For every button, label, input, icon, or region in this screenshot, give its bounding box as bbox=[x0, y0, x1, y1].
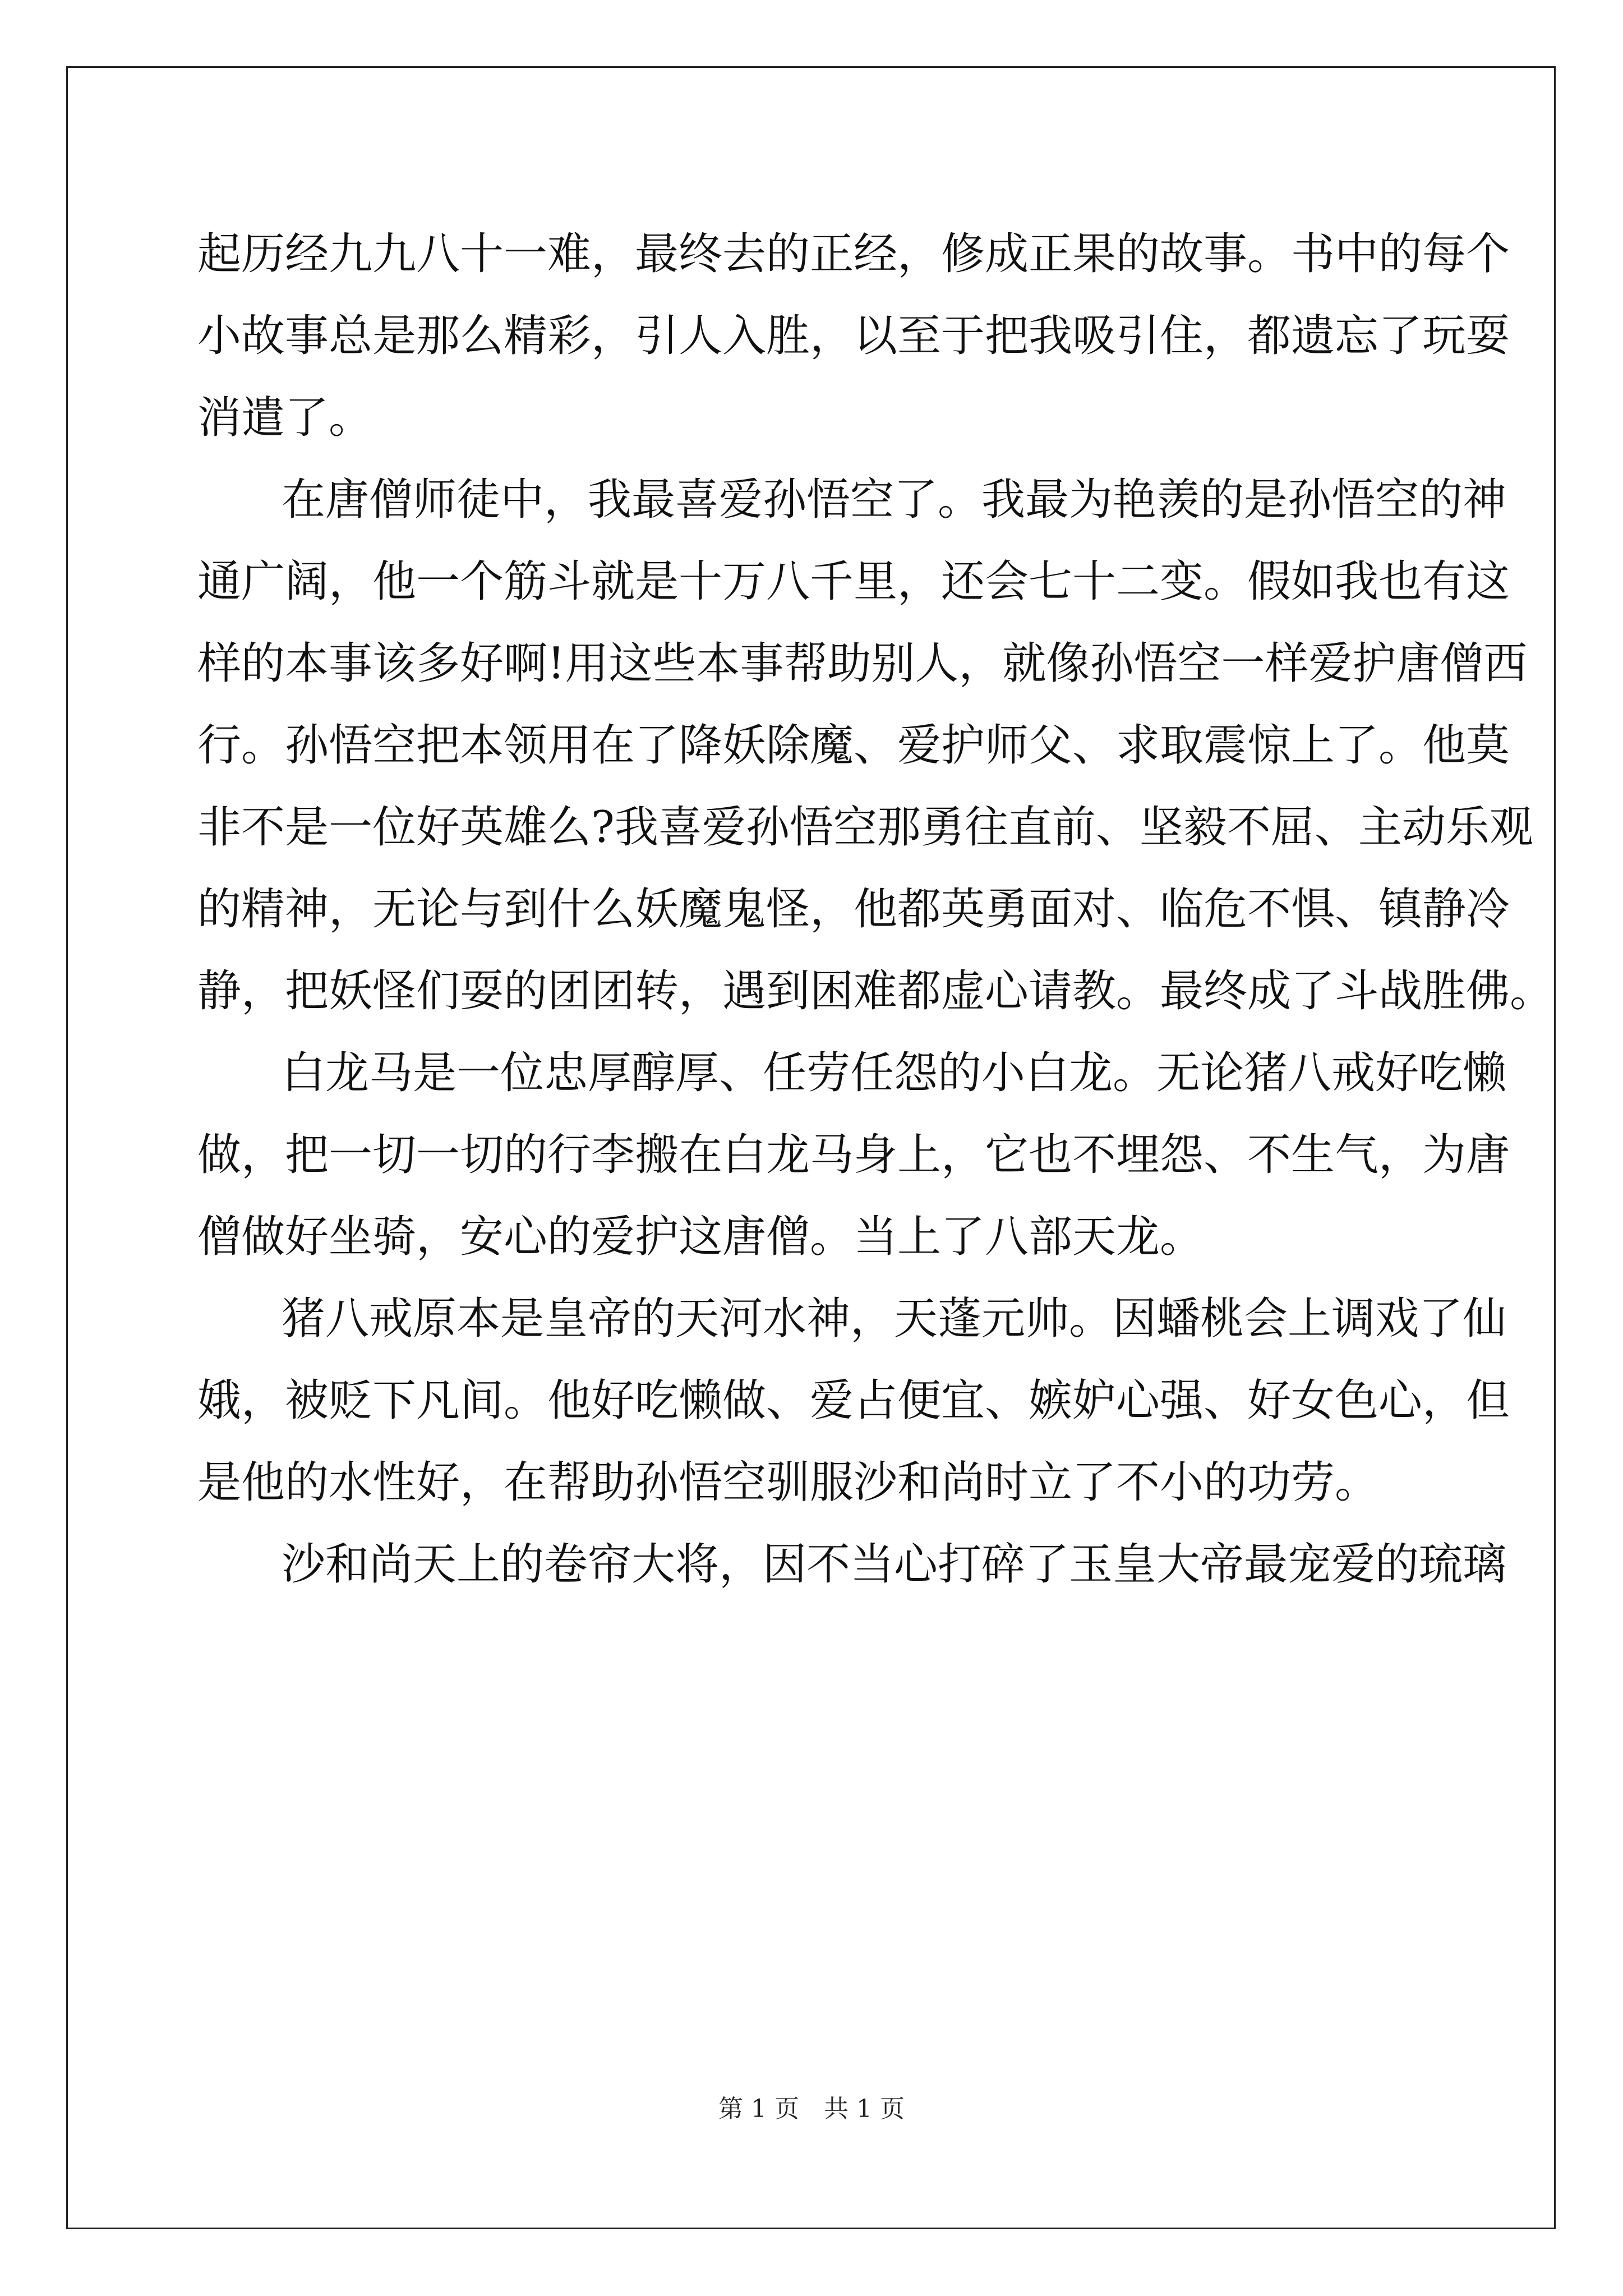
page-footer: 第 1 页 共 1 页 bbox=[718, 2095, 905, 2123]
paragraph-start-line: 沙和尚天上的卷帘大将，因不当心打碎了玉皇大帝最宠爱的琉璃 bbox=[282, 1539, 1507, 1590]
text-line: 是他的水性好，在帮助孙悟空驯服沙和尚时立了不小的功劳。 bbox=[197, 1457, 1379, 1508]
document-body bbox=[197, 213, 1554, 1605]
text-line: 做，把一切一切的行李搬在白龙马身上，它也不埋怨、不生气，为唐 bbox=[197, 1130, 1510, 1180]
text-line: 起历经九九八十一难，最终去的正经，修成正果的故事。书中的每个 bbox=[197, 229, 1510, 279]
paragraph-start-line: 白龙马是一位忠厚醇厚、任劳任怨的小白龙。无论猪八戒好吃懒 bbox=[282, 1048, 1507, 1098]
text-line: 样的本事该多好啊!用这些本事帮助别人，就像孙悟空一样爱护唐僧西 bbox=[197, 638, 1528, 689]
text-line: 的精神，无论与到什么妖魔鬼怪，他都英勇面对、临危不惧、镇静冷 bbox=[197, 884, 1510, 935]
text-line: 娥，被贬下凡间。他好吃懒做、爱占便宜、嫉妒心强、好女色心，但 bbox=[197, 1375, 1510, 1426]
text-line: 通广阔，他一个筋斗就是十万八千里，还会七十二变。假如我也有这 bbox=[197, 556, 1510, 607]
paragraph-start-line: 猪八戒原本是皇帝的天河水神，天蓬元帅。因蟠桃会上调戏了仙 bbox=[282, 1294, 1507, 1344]
text-line: 消遣了。 bbox=[197, 393, 373, 443]
text-line: 非不是一位好英雄么?我喜爱孙悟空那勇往直前、坚毅不屈、主动乐观 bbox=[197, 802, 1533, 853]
text-line: 僧做好坐骑，安心的爱护这唐僧。当上了八部天龙。 bbox=[197, 1212, 1204, 1262]
text-line: 行。孙悟空把本领用在了降妖除魔、爱护师父、求取震惊上了。他莫 bbox=[197, 720, 1510, 771]
text-line: 小故事总是那么精彩，引人入胜，以至于把我吸引住，都遗忘了玩耍 bbox=[197, 311, 1510, 361]
paragraph-start-line: 在唐僧师徒中，我最喜爱孙悟空了。我最为艳羡的是孙悟空的神 bbox=[282, 475, 1507, 525]
text-line: 静，把妖怪们耍的团团转，遇到困难都虚心请教。最终成了斗战胜佛。 bbox=[197, 966, 1554, 1016]
